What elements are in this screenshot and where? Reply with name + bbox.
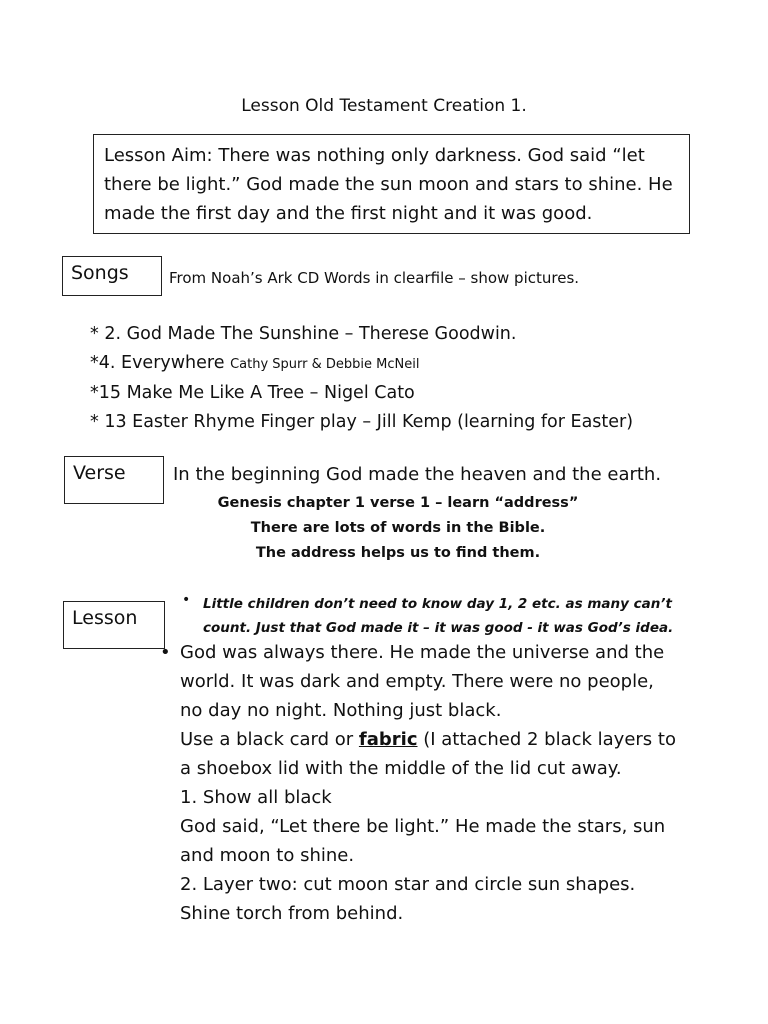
bullet-icon: •: [182, 592, 191, 608]
song-item: [90, 349, 633, 380]
fabric-word: fabric: [358, 729, 418, 750]
lesson-line: no day no night. Nothing just black.: [180, 700, 502, 721]
song-item: [90, 320, 633, 349]
lesson-line-text: Use a black card or: [180, 729, 359, 750]
verse-label: Verse: [64, 456, 164, 504]
lesson-line-text: (I attached 2 black layers to: [417, 729, 676, 750]
song-list: [90, 320, 633, 436]
lesson-line: world. It was dark and empty. There were no people,: [180, 671, 654, 692]
lesson-body: [180, 638, 700, 928]
song-text: *15 Make Me Like A Tree – Nigel Cato: [90, 383, 415, 403]
lesson-line: [180, 725, 700, 754]
song-item: [90, 408, 633, 437]
lesson-line: God said, “Let there be light.” He made the stars, sun: [180, 816, 666, 837]
lesson-line: a shoebox lid with the middle of the lid cut away.: [180, 758, 622, 779]
verse-note: Genesis chapter 1 verse 1 – learn “address”: [217, 495, 579, 511]
song-text: *4. Everywhere: [90, 352, 231, 373]
page-title: Lesson Old Testament Creation 1.: [241, 96, 527, 116]
songs-label: Songs: [62, 256, 162, 296]
verse-notes: [198, 491, 598, 566]
verse-text: In the beginning God made the heaven and the earth.: [173, 464, 662, 485]
song-text: * 13 Easter Rhyme Finger play – Jill Kemp (learning for Easter): [90, 411, 634, 432]
song-text: * 2. God Made The Sunshine – Therese Goodwin.: [90, 324, 517, 344]
verse-note: There are lots of words in the Bible.: [250, 520, 546, 536]
song-item: [90, 379, 633, 408]
lesson-line: 2. Layer two: cut moon star and circle sun shapes.: [180, 874, 636, 895]
lesson-line: 1. Show all black: [180, 787, 332, 808]
songs-note: From Noah’s Ark CD Words in clearfile – show pictures.: [169, 269, 580, 287]
lesson-tip: [181, 592, 681, 640]
lesson-tip-text: Little children don’t need to know day 1, 2 etc. as many can’t count. Just that God made it – it was good - it was God’s idea.: [203, 596, 674, 636]
verse-note: The address helps us to find them.: [255, 545, 541, 561]
song-credit: Cathy Spurr & Debbie McNeil: [230, 356, 420, 372]
lesson-label: Lesson: [63, 601, 165, 649]
lesson-line: Shine torch from behind.: [180, 903, 404, 924]
lesson-line: and moon to shine.: [180, 845, 355, 866]
lesson-aim-box: Lesson Aim: There was nothing only darkness. God said “let there be light.” God made the sun moon and stars to shine. He made the first day and the first night and it was good.: [93, 134, 690, 234]
lesson-line: God was always there. He made the universe and the: [180, 642, 665, 663]
bullet-icon: •: [160, 642, 171, 663]
